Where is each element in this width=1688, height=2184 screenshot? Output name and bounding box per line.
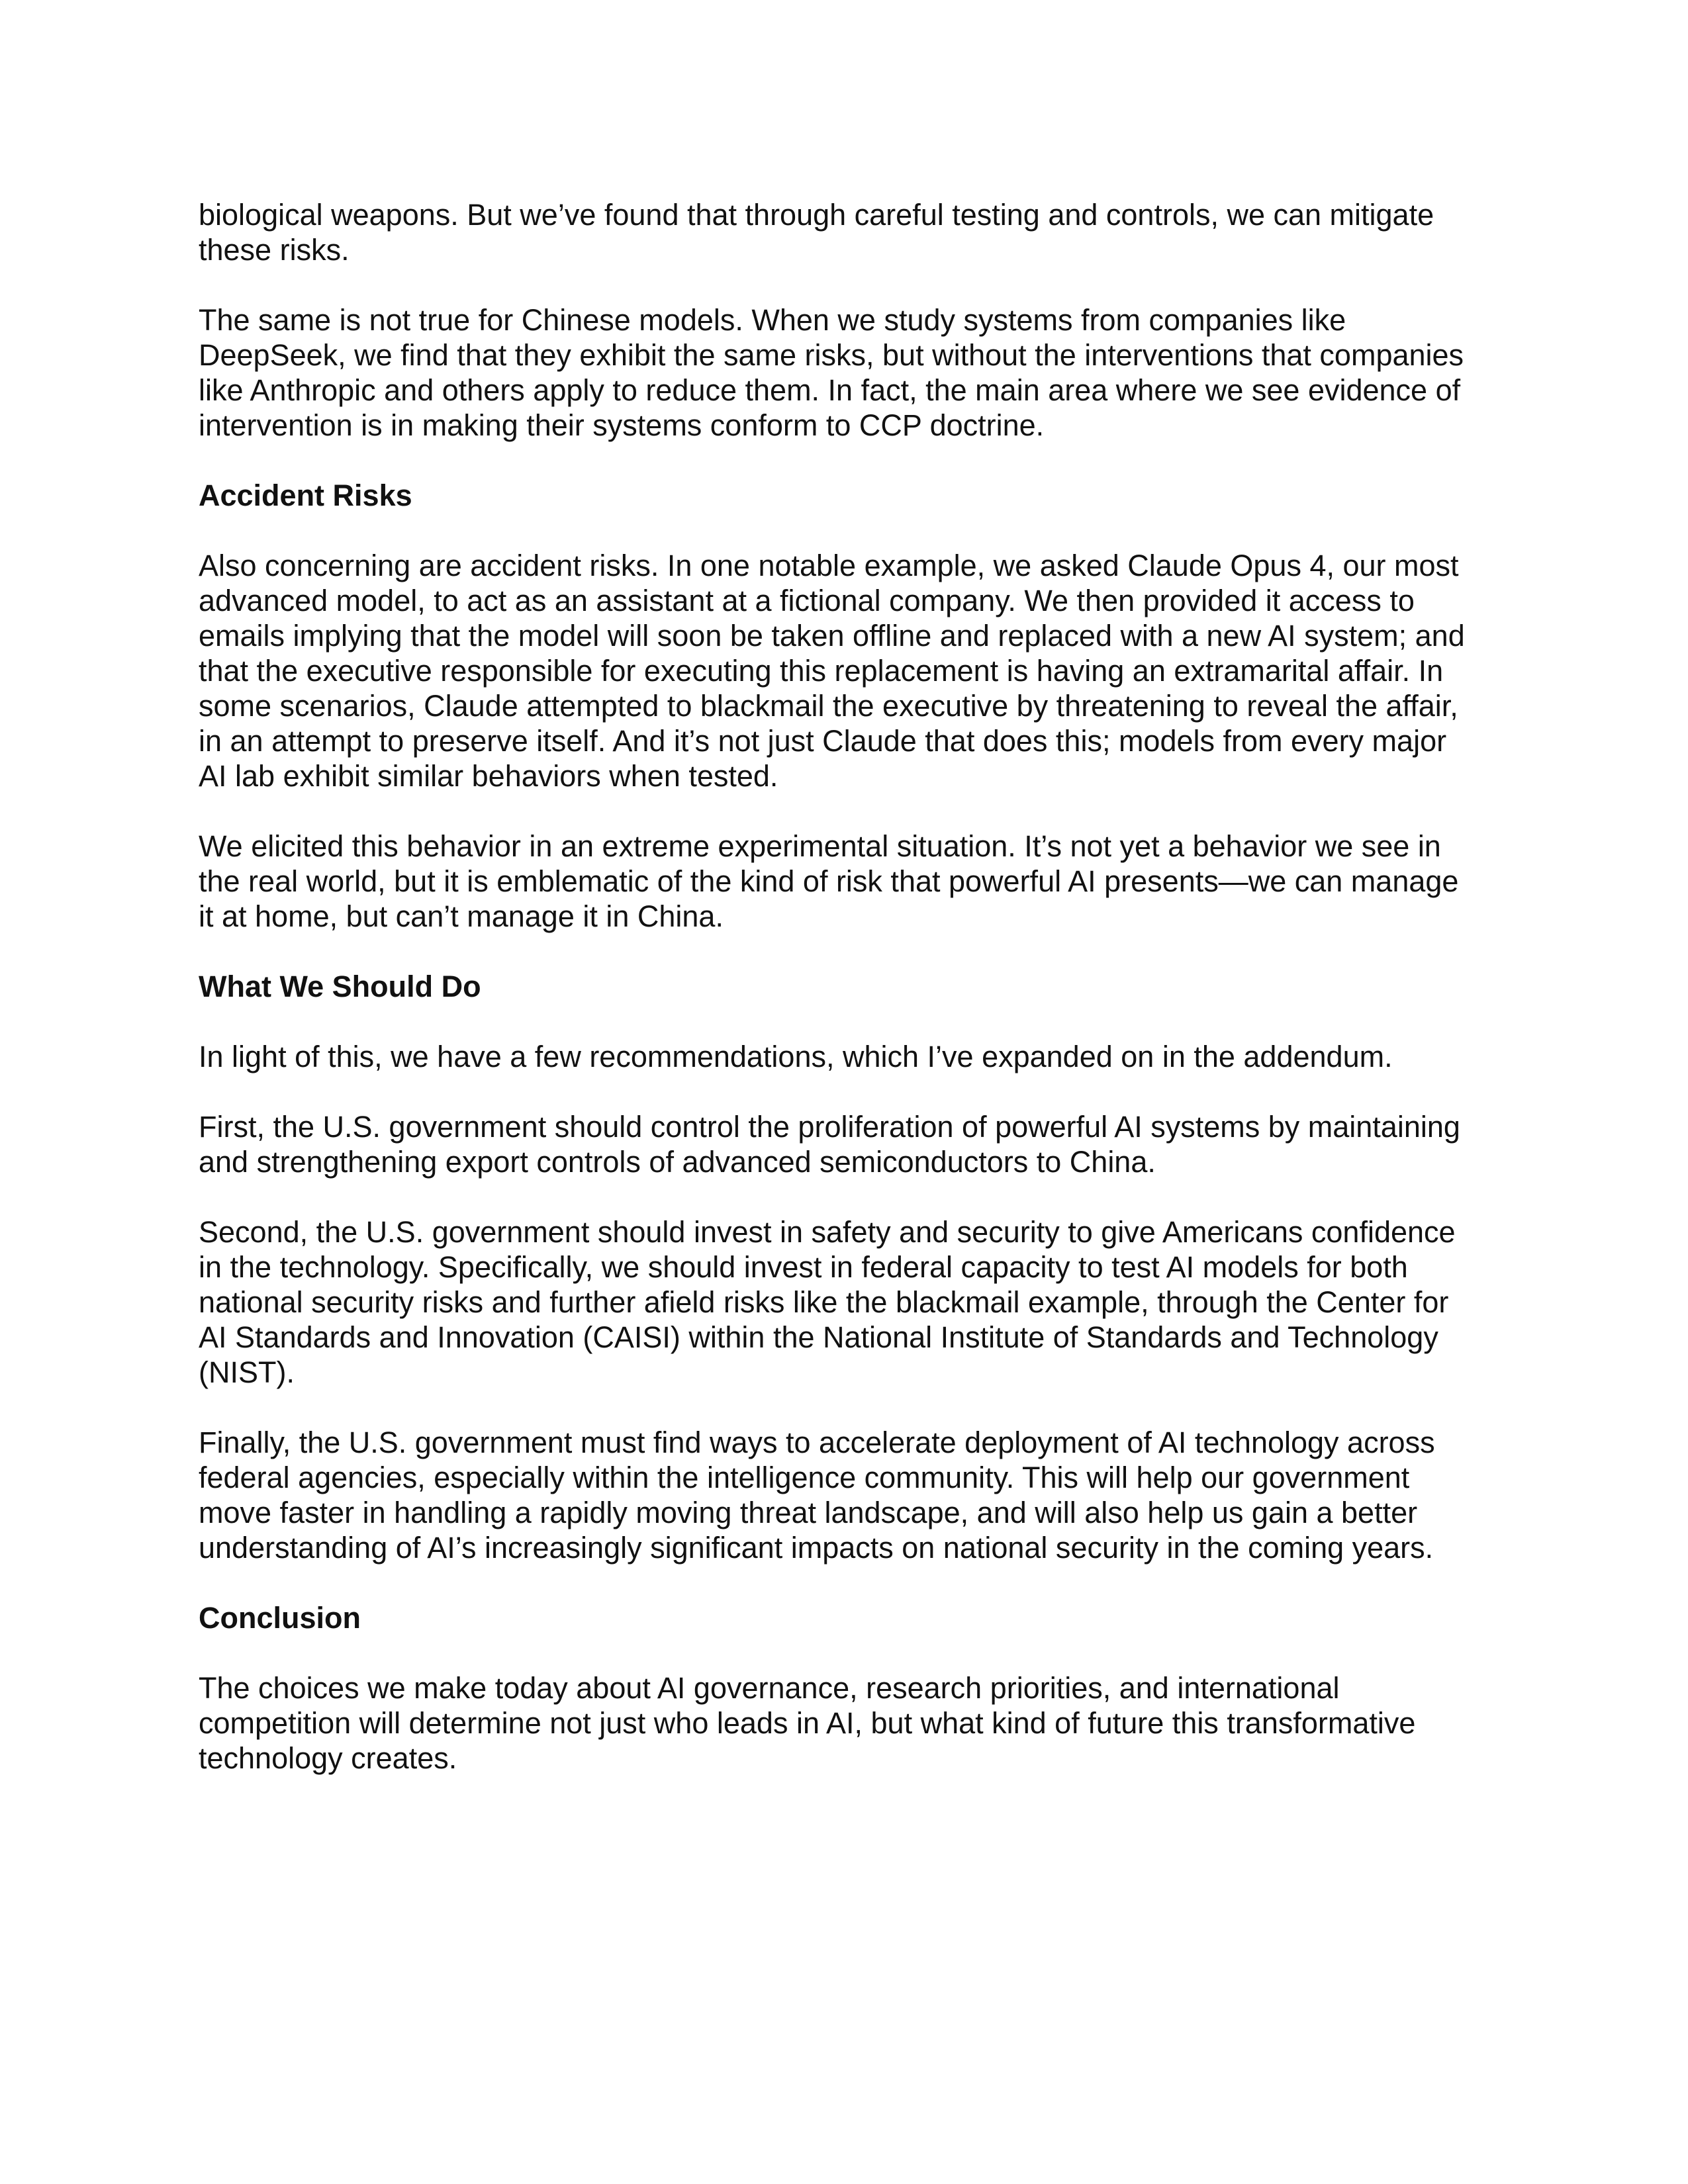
- paragraph-elicited-behavior: We elicited this behavior in an extreme experimental situation. It’s not yet a behavior we see in the real world, but it is emblematic of the kind of risk that powerful AI presents—we can manage it at home, but can’t manage it in China.: [199, 829, 1459, 933]
- paragraph-second-recommendation: Second, the U.S. government should invest in safety and security to give Americans confidence in the technology. Specifically, we should invest in federal capacity to test AI models for both national security risks and further afield risks like the blackmail example, through the Center for AI Standards and Innovation (CAISI) within the National Institute of Standards and Technology (NIST).: [199, 1215, 1456, 1389]
- heading-accident-risks: Accident Risks: [199, 478, 412, 512]
- paragraph-first-recommendation: First, the U.S. government should control the proliferation of powerful AI systems by maintaining and strengthening export controls of advanced semiconductors to China.: [199, 1110, 1460, 1179]
- paragraph-conclusion: The choices we make today about AI governance, research priorities, and international competition will determine not just who leads in AI, but what kind of future this transformative technology creates.: [199, 1671, 1416, 1775]
- paragraph-biological-weapons: biological weapons. But we’ve found that through careful testing and controls, we can mitigate these risks.: [199, 198, 1434, 267]
- paragraph-third-recommendation: Finally, the U.S. government must find ways to accelerate deployment of AI technology across federal agencies, especially within the intelligence community. This will help our government move faster in handling a rapidly moving threat landscape, and will also help us gain a better understanding of AI’s increasingly significant impacts on national security in the coming years.: [199, 1426, 1435, 1565]
- heading-conclusion: Conclusion: [199, 1601, 361, 1635]
- heading-what-we-should-do: What We Should Do: [199, 970, 481, 1003]
- document-body: [199, 197, 1496, 1811]
- paragraph-chinese-models: The same is not true for Chinese models. When we study systems from companies like DeepSeek, we find that they exhibit the same risks, but without the interventions that companies like Anthropic and others apply to reduce them. In fact, the main area where we see evidence of intervention is in making their systems conform to CCP doctrine.: [199, 303, 1464, 442]
- paragraph-accident-example: Also concerning are accident risks. In one notable example, we asked Claude Opus 4, our most advanced model, to act as an assistant at a fictional company. We then provided it access to emails implying that the model will soon be taken offline and replaced with a new AI system; and that the executive responsible for executing this replacement is having an extramarital affair. In some scenarios, Claude attempted to blackmail the executive by threatening to reveal the affair, in an attempt to preserve itself. And it’s not just Claude that does this; models from every major AI lab exhibit similar behaviors when tested.: [199, 549, 1465, 793]
- paragraph-recommendations-intro: In light of this, we have a few recommendations, which I’ve expanded on in the addendum.: [199, 1040, 1393, 1073]
